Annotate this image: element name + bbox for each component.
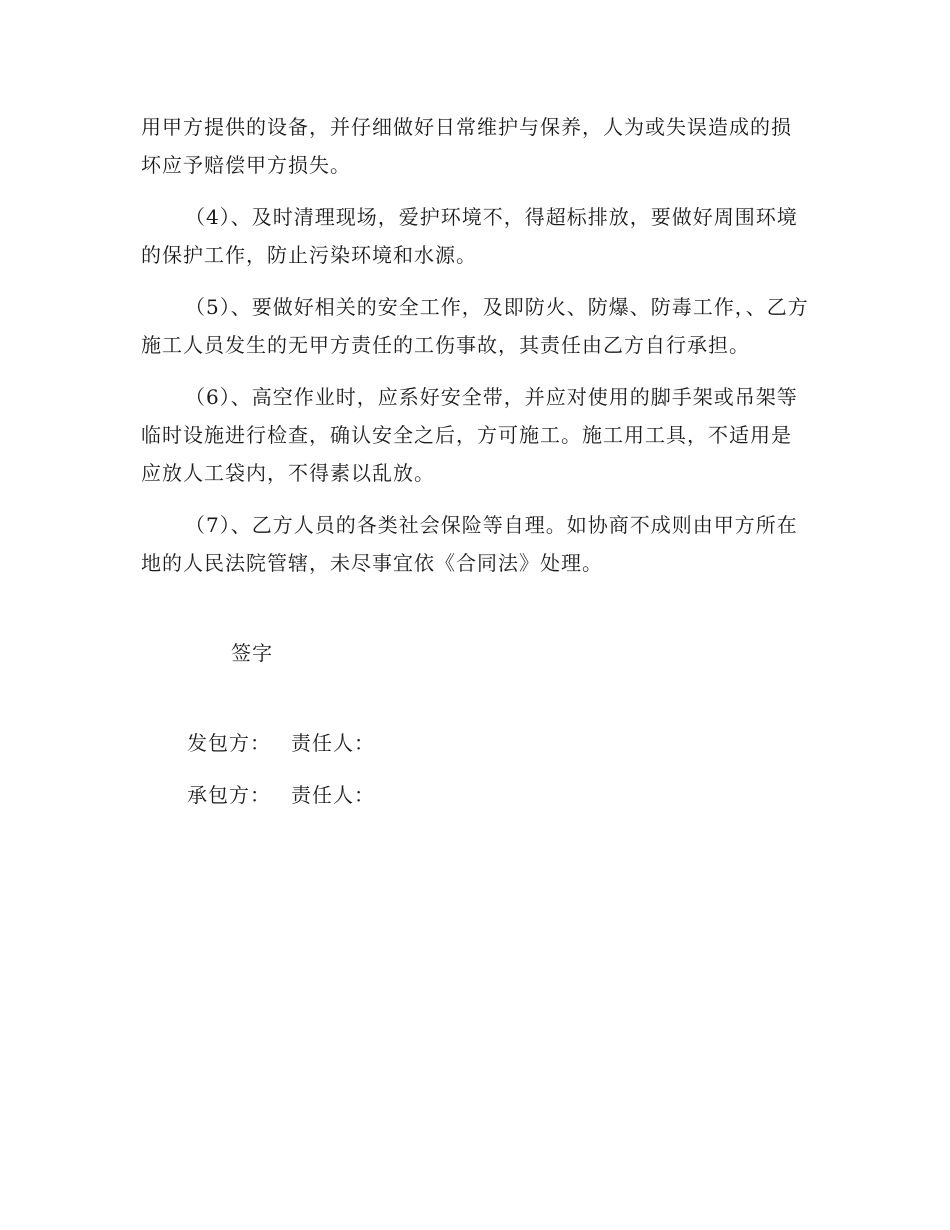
signature-row-subcontractor (141, 776, 811, 814)
contractor-label: 发包方： (187, 731, 271, 755)
paragraph-continuation: 用甲方提供的设备，并仔细做好日常维护与保养，人为或失误造成的损坏应予赔偿甲方损失。 (141, 115, 792, 177)
document-body (141, 108, 811, 828)
signature-heading (141, 596, 811, 710)
subcontractor-responsible-label: 责任人： (291, 783, 375, 807)
contractor-responsible-label: 责任人： (291, 731, 375, 755)
subcontractor-label: 承包方： (187, 783, 271, 807)
paragraph-item-7: （7）、乙方人员的各类社会保险等自理。如协商不成则由甲方所在地的人民法院管辖，未尽事宜依《合同法》处理。 (141, 513, 798, 575)
paragraph-item-4: （4）、及时清理现场，爱护环境不，得超标排放，要做好周围环境的保护工作，防止污染环境和水源。 (141, 205, 798, 267)
paragraph-item-5: （5）、要做好相关的安全工作，及即防火、防爆、防毒工作，、乙方施工人员发生的无甲方责任的工伤事故，其责任由乙方自行承担。 (141, 295, 809, 357)
signature-heading-text: 签字 (231, 641, 274, 665)
signature-row-contractor (141, 724, 811, 762)
paragraph-item-6: （6）、高空作业时，应系好安全带，并应对使用的脚手架或吊架等临时设施进行检查，确认安全之后，方可施工。施工用工具，不适用是应放人工袋内，不得素以乱放。 (141, 385, 798, 485)
